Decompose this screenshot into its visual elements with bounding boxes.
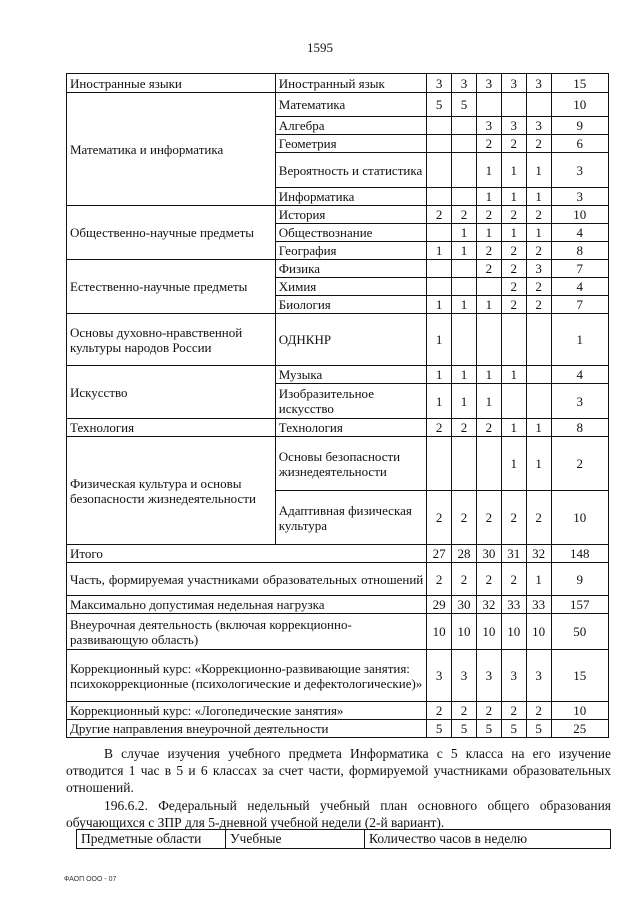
- hours-cell: 3: [476, 650, 501, 702]
- hours-cell: 2: [427, 702, 452, 720]
- subject-cell: Иностранный язык: [275, 74, 426, 93]
- area-cell: Иностранные языки: [67, 74, 276, 93]
- hours-cell: 3: [526, 117, 551, 135]
- area-cell: Технология: [67, 419, 276, 437]
- hours-cell: 2: [501, 702, 526, 720]
- hours-cell: 3: [501, 74, 526, 93]
- table-row: [67, 260, 609, 278]
- hours-cell: 2: [476, 242, 501, 260]
- hours-cell: 2: [501, 242, 526, 260]
- hours-cell: 2: [476, 135, 501, 153]
- summary-label: Внеурочная деятельность (включая коррекционно-развивающую область): [67, 614, 427, 650]
- hours-cell: 2: [427, 491, 452, 545]
- total-cell: 8: [551, 419, 608, 437]
- hours-cell: [452, 117, 477, 135]
- hours-cell: 1: [476, 296, 501, 314]
- hours-cell: 10: [452, 614, 477, 650]
- total-cell: 3: [551, 188, 608, 206]
- hours-cell: 1: [501, 437, 526, 491]
- header-cell: Учебные: [226, 830, 365, 849]
- hours-cell: 3: [452, 74, 477, 93]
- hours-cell: 3: [427, 650, 452, 702]
- hours-cell: 1: [452, 384, 477, 419]
- hours-cell: 32: [476, 596, 501, 614]
- hours-cell: 1: [452, 296, 477, 314]
- hours-cell: 1: [526, 153, 551, 188]
- hours-cell: [427, 188, 452, 206]
- summary-label: Максимально допустимая недельная нагрузка: [67, 596, 427, 614]
- area-cell: Физическая культура и основы безопасности жизнедеятельности: [67, 437, 276, 545]
- total-cell: 15: [551, 74, 608, 93]
- table-row: [67, 437, 609, 491]
- subject-cell: ОДНКНР: [275, 314, 426, 366]
- hours-cell: 31: [501, 545, 526, 563]
- area-cell: Искусство: [67, 366, 276, 419]
- hours-cell: 1: [501, 366, 526, 384]
- header-cell: Предметные области: [77, 830, 226, 849]
- hours-cell: 10: [501, 614, 526, 650]
- hours-cell: 2: [476, 491, 501, 545]
- hours-cell: [476, 278, 501, 296]
- hours-cell: 5: [452, 93, 477, 117]
- hours-cell: 2: [427, 419, 452, 437]
- subject-cell: Физика: [275, 260, 426, 278]
- hours-cell: [452, 260, 477, 278]
- hours-cell: 1: [501, 419, 526, 437]
- hours-cell: [452, 188, 477, 206]
- hours-cell: [476, 437, 501, 491]
- hours-cell: 1: [427, 366, 452, 384]
- total-cell: 4: [551, 224, 608, 242]
- hours-cell: 2: [427, 206, 452, 224]
- table-row: [67, 93, 609, 117]
- hours-cell: [526, 366, 551, 384]
- total-cell: 25: [551, 720, 608, 738]
- hours-cell: 2: [476, 563, 501, 596]
- hours-cell: 5: [427, 93, 452, 117]
- note-paragraph: В случае изучения учебного предмета Информатика с 5 класса на его изучение отводится 1 час в 5 и 6 классах за счет части, формируемой участниками образовательных отношений.: [66, 746, 611, 795]
- hours-cell: 1: [526, 563, 551, 596]
- hours-cell: 10: [476, 614, 501, 650]
- total-cell: 4: [551, 366, 608, 384]
- header-cell: Количество часов в неделю: [365, 830, 611, 849]
- hours-cell: 2: [526, 278, 551, 296]
- table-row: [67, 650, 609, 702]
- hours-cell: [427, 278, 452, 296]
- hours-cell: [427, 437, 452, 491]
- summary-label: Другие направления внеурочной деятельности: [67, 720, 427, 738]
- hours-cell: 29: [427, 596, 452, 614]
- total-cell: 15: [551, 650, 608, 702]
- hours-cell: [427, 135, 452, 153]
- hours-cell: 27: [427, 545, 452, 563]
- total-cell: 10: [551, 702, 608, 720]
- total-cell: 7: [551, 260, 608, 278]
- hours-cell: 2: [452, 563, 477, 596]
- subject-cell: Геометрия: [275, 135, 426, 153]
- hours-cell: 3: [427, 74, 452, 93]
- total-cell: 157: [551, 596, 608, 614]
- table-row: [67, 314, 609, 366]
- total-cell: 8: [551, 242, 608, 260]
- hours-cell: 2: [427, 563, 452, 596]
- total-cell: 6: [551, 135, 608, 153]
- hours-cell: 1: [476, 224, 501, 242]
- hours-cell: 3: [526, 260, 551, 278]
- hours-cell: 2: [526, 491, 551, 545]
- area-cell: Общественно-научные предметы: [67, 206, 276, 260]
- hours-cell: 2: [452, 419, 477, 437]
- summary-label: Итого: [67, 545, 427, 563]
- table-row: [77, 830, 611, 849]
- hours-cell: 1: [526, 224, 551, 242]
- section-paragraph: 196.6.2. Федеральный недельный учебный план основного общего образования обучающихся с ЗПР для 5-дневной учебной недели (2-й вариант).: [66, 798, 611, 830]
- total-cell: 10: [551, 206, 608, 224]
- hours-cell: 28: [452, 545, 477, 563]
- hours-cell: 1: [452, 224, 477, 242]
- table-row: [67, 74, 609, 93]
- hours-cell: 2: [452, 702, 477, 720]
- table-row: [67, 545, 609, 563]
- hours-cell: 1: [526, 188, 551, 206]
- table-row: [67, 419, 609, 437]
- hours-cell: 2: [501, 296, 526, 314]
- subject-cell: Музыка: [275, 366, 426, 384]
- subject-cell: География: [275, 242, 426, 260]
- total-cell: 1: [551, 314, 608, 366]
- total-cell: 4: [551, 278, 608, 296]
- hours-cell: 2: [526, 702, 551, 720]
- hours-cell: [427, 224, 452, 242]
- hours-cell: 2: [501, 135, 526, 153]
- hours-cell: 2: [501, 563, 526, 596]
- hours-cell: [501, 314, 526, 366]
- hours-cell: 10: [427, 614, 452, 650]
- hours-cell: [427, 117, 452, 135]
- total-cell: 3: [551, 384, 608, 419]
- total-cell: 9: [551, 563, 608, 596]
- hours-cell: [452, 314, 477, 366]
- hours-cell: 2: [526, 206, 551, 224]
- page-number: 1595: [307, 40, 333, 55]
- hours-cell: 1: [476, 188, 501, 206]
- total-cell: 10: [551, 93, 608, 117]
- hours-cell: 2: [526, 135, 551, 153]
- total-cell: 148: [551, 545, 608, 563]
- subject-cell: Вероятность и статистика: [275, 153, 426, 188]
- hours-cell: 5: [501, 720, 526, 738]
- hours-cell: 33: [526, 596, 551, 614]
- hours-cell: [452, 437, 477, 491]
- subject-cell: Основы безопасности жизнедеятельности: [275, 437, 426, 491]
- subject-cell: Алгебра: [275, 117, 426, 135]
- hours-cell: 2: [452, 491, 477, 545]
- hours-cell: 2: [501, 491, 526, 545]
- hours-cell: 1: [427, 384, 452, 419]
- hours-cell: [427, 153, 452, 188]
- hours-cell: 1: [526, 437, 551, 491]
- table-row: [67, 596, 609, 614]
- total-cell: 50: [551, 614, 608, 650]
- hours-cell: 33: [501, 596, 526, 614]
- hours-cell: 1: [427, 314, 452, 366]
- hours-cell: 2: [476, 419, 501, 437]
- hours-cell: 1: [501, 224, 526, 242]
- table-row: [67, 563, 609, 596]
- hours-cell: 3: [501, 117, 526, 135]
- hours-cell: 3: [476, 117, 501, 135]
- subject-cell: Адаптивная физическая культура: [275, 491, 426, 545]
- hours-cell: [452, 278, 477, 296]
- table-row: [67, 366, 609, 384]
- table-row: [67, 614, 609, 650]
- hours-cell: 2: [476, 260, 501, 278]
- hours-cell: 3: [526, 74, 551, 93]
- hours-cell: [501, 93, 526, 117]
- hours-cell: [476, 93, 501, 117]
- hours-cell: 1: [501, 188, 526, 206]
- curriculum-table: [66, 73, 609, 738]
- hours-cell: 1: [526, 419, 551, 437]
- hours-cell: 3: [526, 650, 551, 702]
- hours-cell: [526, 93, 551, 117]
- hours-cell: 1: [476, 153, 501, 188]
- hours-cell: 1: [452, 366, 477, 384]
- area-cell: Математика и информатика: [67, 93, 276, 206]
- subject-cell: Биология: [275, 296, 426, 314]
- hours-cell: [476, 314, 501, 366]
- total-cell: 10: [551, 491, 608, 545]
- hours-cell: 1: [452, 242, 477, 260]
- hours-cell: 3: [452, 650, 477, 702]
- table-row: [67, 206, 609, 224]
- hours-cell: 2: [501, 260, 526, 278]
- hours-cell: 30: [476, 545, 501, 563]
- hours-cell: 1: [427, 296, 452, 314]
- hours-cell: 2: [526, 242, 551, 260]
- hours-cell: 5: [427, 720, 452, 738]
- total-cell: 9: [551, 117, 608, 135]
- hours-cell: 30: [452, 596, 477, 614]
- hours-cell: [526, 384, 551, 419]
- hours-cell: [501, 384, 526, 419]
- total-cell: 2: [551, 437, 608, 491]
- hours-cell: 2: [452, 206, 477, 224]
- subject-cell: Обществознание: [275, 224, 426, 242]
- subject-cell: Изобразительное искусство: [275, 384, 426, 419]
- subject-cell: Математика: [275, 93, 426, 117]
- subject-cell: Информатика: [275, 188, 426, 206]
- hours-cell: 1: [476, 366, 501, 384]
- hours-cell: [452, 153, 477, 188]
- hours-cell: 1: [501, 153, 526, 188]
- area-cell: Основы духовно-нравственной культуры народов России: [67, 314, 276, 366]
- hours-cell: 2: [501, 278, 526, 296]
- subject-cell: Химия: [275, 278, 426, 296]
- total-cell: 7: [551, 296, 608, 314]
- area-cell: Естественно-научные предметы: [67, 260, 276, 314]
- hours-cell: 2: [476, 206, 501, 224]
- hours-cell: 5: [452, 720, 477, 738]
- summary-label: Коррекционный курс: «Логопедические занятия»: [67, 702, 427, 720]
- summary-label: Коррекционный курс: «Коррекционно-развивающие занятия: психокоррекционные (психологические и дефектологические)»: [67, 650, 427, 702]
- table-row: [67, 720, 609, 738]
- hours-cell: [526, 314, 551, 366]
- hours-cell: 2: [526, 296, 551, 314]
- table-row: [67, 702, 609, 720]
- hours-cell: 32: [526, 545, 551, 563]
- next-table-header: [76, 829, 611, 849]
- hours-cell: [452, 135, 477, 153]
- hours-cell: 10: [526, 614, 551, 650]
- hours-cell: 1: [476, 384, 501, 419]
- hours-cell: 1: [427, 242, 452, 260]
- subject-cell: История: [275, 206, 426, 224]
- summary-label: Часть, формируемая участниками образовательных отношений: [67, 563, 427, 596]
- hours-cell: [427, 260, 452, 278]
- hours-cell: 3: [501, 650, 526, 702]
- hours-cell: 2: [501, 206, 526, 224]
- subject-cell: Технология: [275, 419, 426, 437]
- total-cell: 3: [551, 153, 608, 188]
- hours-cell: 3: [476, 74, 501, 93]
- footer-code: ФАОП ООО - 07: [64, 876, 117, 883]
- hours-cell: 5: [526, 720, 551, 738]
- hours-cell: 2: [476, 702, 501, 720]
- hours-cell: 5: [476, 720, 501, 738]
